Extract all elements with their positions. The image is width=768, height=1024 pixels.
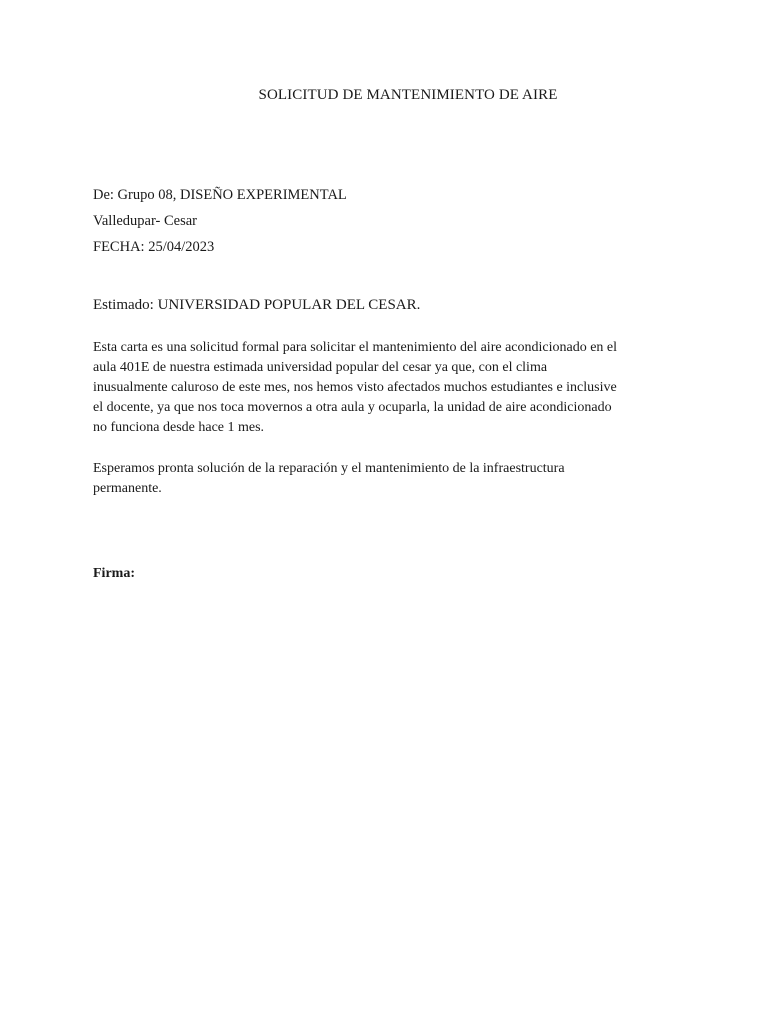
from-line: De: Grupo 08, DISEÑO EXPERIMENTAL <box>93 187 347 203</box>
paragraph-line: Esperamos pronta solución de la reparación y el mantenimiento de la infraestructura <box>93 461 565 476</box>
signature-label: Firma: <box>93 566 135 581</box>
document-title: SOLICITUD DE MANTENIMIENTO DE AIRE <box>258 87 558 103</box>
paragraph-line: permanente. <box>93 481 162 496</box>
paragraph-line: no funciona desde hace 1 mes. <box>93 420 265 435</box>
paragraph-line: Esta carta es una solicitud formal para solicitar el mantenimiento del aire acondicionado en el <box>93 340 618 355</box>
location-line: Valledupar- Cesar <box>93 213 197 229</box>
body-paragraph-2 <box>93 459 683 499</box>
body-paragraph-1 <box>93 338 683 438</box>
date-line: FECHA: 25/04/2023 <box>93 239 215 255</box>
greeting-line: Estimado: UNIVERSIDAD POPULAR DEL CESAR. <box>93 297 421 313</box>
paragraph-line: aula 401E de nuestra estimada universidad popular del cesar ya que, con el clima <box>93 360 548 375</box>
paragraph-line: el docente, ya que nos toca movernos a otra aula y ocuparla, la unidad de aire acondicionado <box>93 400 612 415</box>
paragraph-line: inusualmente caluroso de este mes, nos hemos visto afectados muchos estudiantes e inclusive <box>93 380 617 395</box>
sender-block <box>93 185 683 263</box>
